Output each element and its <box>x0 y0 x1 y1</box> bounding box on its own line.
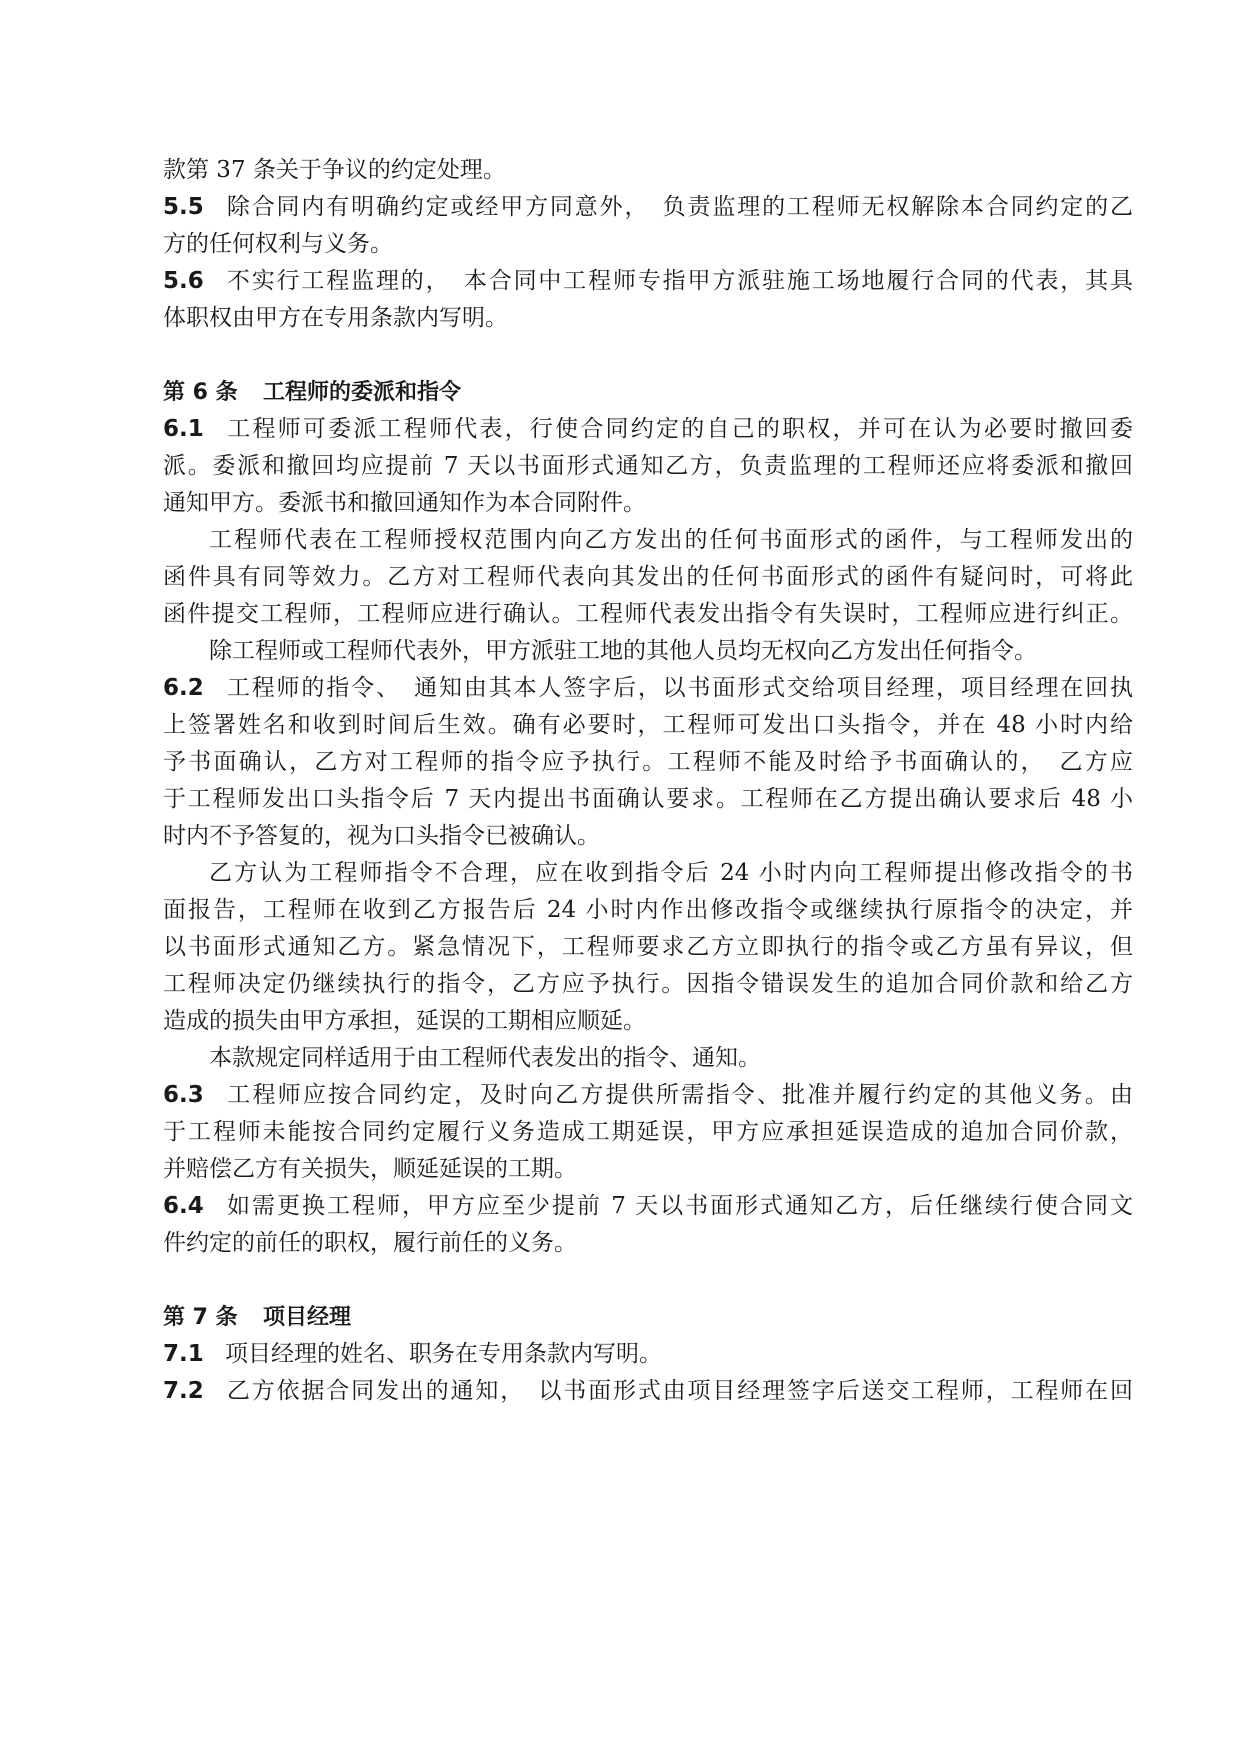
document-body <box>163 152 1133 1410</box>
text-line <box>163 300 1133 337</box>
clause-7-2 <box>163 1373 1133 1410</box>
text-line <box>163 966 1133 1003</box>
clause-5-6 <box>163 263 1133 300</box>
article-number: 第 6 条 <box>163 380 238 405</box>
line-text: 派。委派和撤回均应提前 7 天以书面形式通知乙方，负责监理的工程师还应将委派和撤回 <box>163 453 1133 479</box>
paragraph-line <box>163 855 1133 892</box>
article-title: 工程师的委派和指令 <box>263 380 462 405</box>
line-text: 工程师代表在工程师授权范围内向乙方发出的任何书面形式的函件，与工程师发出的 <box>209 527 1133 553</box>
text-line <box>163 559 1133 596</box>
clause-text: 项目经理的姓名、职务在专用条款内写明。 <box>225 1341 662 1367</box>
text-line <box>163 781 1133 818</box>
line-text: 体职权由甲方在专用条款内写明。 <box>163 305 508 331</box>
line-text: 件约定的前任的职权，履行前任的义务。 <box>163 1230 577 1256</box>
clause-text: 除合同内有明确约定或经甲方同意外， 负责监理的工程师无权解除本合同约定的乙 <box>225 194 1133 220</box>
text-line <box>163 929 1133 966</box>
article-title: 项目经理 <box>263 1305 352 1330</box>
text-line <box>163 1151 1133 1188</box>
line-text: 函件具有同等效力。乙方对工程师代表向其发出的任何书面形式的函件有疑问时，可将此 <box>163 564 1133 590</box>
line-text: 方的任何权利与义务。 <box>163 231 393 257</box>
paragraph-line <box>163 633 1133 670</box>
clause-6-4 <box>163 1188 1133 1225</box>
line-text: 于工程师未能按合同约定履行义务造成工期延误，甲方应承担延误造成的追加合同价款， <box>163 1119 1133 1145</box>
paragraph-line <box>163 522 1133 559</box>
line-text: 本款规定同样适用于由工程师代表发出的指令、通知。 <box>209 1045 761 1071</box>
line-text: 乙方认为工程师指令不合理，应在收到指令后 24 小时内向工程师提出修改指令的书 <box>209 860 1133 886</box>
text-line <box>163 226 1133 263</box>
clause-6-3 <box>163 1077 1133 1114</box>
line-text: 以书面形式通知乙方。紧急情况下，工程师要求乙方立即执行的指令或乙方虽有异议，但 <box>163 934 1133 960</box>
clause-text: 乙方依据合同发出的通知， 以书面形式由项目经理签字后送交工程师，工程师在回 <box>225 1378 1133 1404</box>
line-text: 除工程师或工程师代表外，甲方派驻工地的其他人员均无权向乙方发出任何指令。 <box>209 638 1037 664</box>
line-text: 上签署姓名和收到时间后生效。确有必要时，工程师可发出口头指令，并在 48 小时内给 <box>163 712 1133 738</box>
clause-text: 工程师应按合同约定，及时向乙方提供所需指令、批准并履行约定的其他义务。由 <box>225 1082 1133 1108</box>
text-line <box>163 892 1133 929</box>
text-line <box>163 596 1133 633</box>
article-7-heading <box>163 1299 1133 1336</box>
clause-number: 7.2 <box>163 1378 204 1404</box>
section-gap <box>163 1262 1133 1299</box>
clause-number: 5.5 <box>163 194 204 220</box>
clause-text: 工程师的指令、 通知由其本人签字后，以书面形式交给项目经理，项目经理在回执 <box>225 675 1133 701</box>
text-line <box>163 818 1133 855</box>
clause-7-1 <box>163 1336 1133 1373</box>
text-line <box>163 744 1133 781</box>
text-line <box>163 1114 1133 1151</box>
line-text: 工程师决定仍继续执行的指令，乙方应予执行。因指令错误发生的追加合同价款和给乙方 <box>163 971 1133 997</box>
clause-number: 6.4 <box>163 1193 204 1219</box>
line-text: 于工程师发出口头指令后 7 天内提出书面确认要求。工程师在乙方提出确认要求后 48 小 <box>163 786 1133 812</box>
text-line <box>163 448 1133 485</box>
line-text: 并赔偿乙方有关损失，顺延延误的工期。 <box>163 1156 577 1182</box>
text-line <box>163 707 1133 744</box>
clause-6-2 <box>163 670 1133 707</box>
clause-text: 如需更换工程师，甲方应至少提前 7 天以书面形式通知乙方，后任继续行使合同文 <box>225 1193 1133 1219</box>
line-text: 款第 37 条关于争议的约定处理。 <box>163 157 506 183</box>
article-6-heading <box>163 374 1133 411</box>
clause-number: 6.3 <box>163 1082 204 1108</box>
text-line <box>163 485 1133 522</box>
text-line <box>163 1225 1133 1262</box>
article-number: 第 7 条 <box>163 1305 238 1330</box>
clause-5-5 <box>163 189 1133 226</box>
clause-number: 6.2 <box>163 675 204 701</box>
line-text: 面报告，工程师在收到乙方报告后 24 小时内作出修改指令或继续执行原指令的决定，并 <box>163 897 1133 923</box>
clause-text: 工程师可委派工程师代表，行使合同约定的自己的职权，并可在认为必要时撤回委 <box>225 416 1133 442</box>
line-text: 时内不予答复的，视为口头指令已被确认。 <box>163 823 600 849</box>
clause-number: 5.6 <box>163 268 204 294</box>
line-text: 通知甲方。委派书和撤回通知作为本合同附件。 <box>163 490 646 516</box>
line-text: 予书面确认，乙方对工程师的指令应予执行。工程师不能及时给予书面确认的， 乙方应 <box>163 749 1133 775</box>
line-text: 函件提交工程师，工程师应进行确认。工程师代表发出指令有失误时，工程师应进行纠正。 <box>163 601 1133 627</box>
clause-text: 不实行工程监理的， 本合同中工程师专指甲方派驻施工场地履行合同的代表，其具 <box>225 268 1133 294</box>
section-gap <box>163 337 1133 374</box>
line-text: 造成的损失由甲方承担，延误的工期相应顺延。 <box>163 1008 646 1034</box>
clause-number: 7.1 <box>163 1341 204 1367</box>
clause-number: 6.1 <box>163 416 204 442</box>
paragraph-line <box>163 1040 1133 1077</box>
clause-6-1 <box>163 411 1133 448</box>
text-line <box>163 152 1133 189</box>
text-line <box>163 1003 1133 1040</box>
